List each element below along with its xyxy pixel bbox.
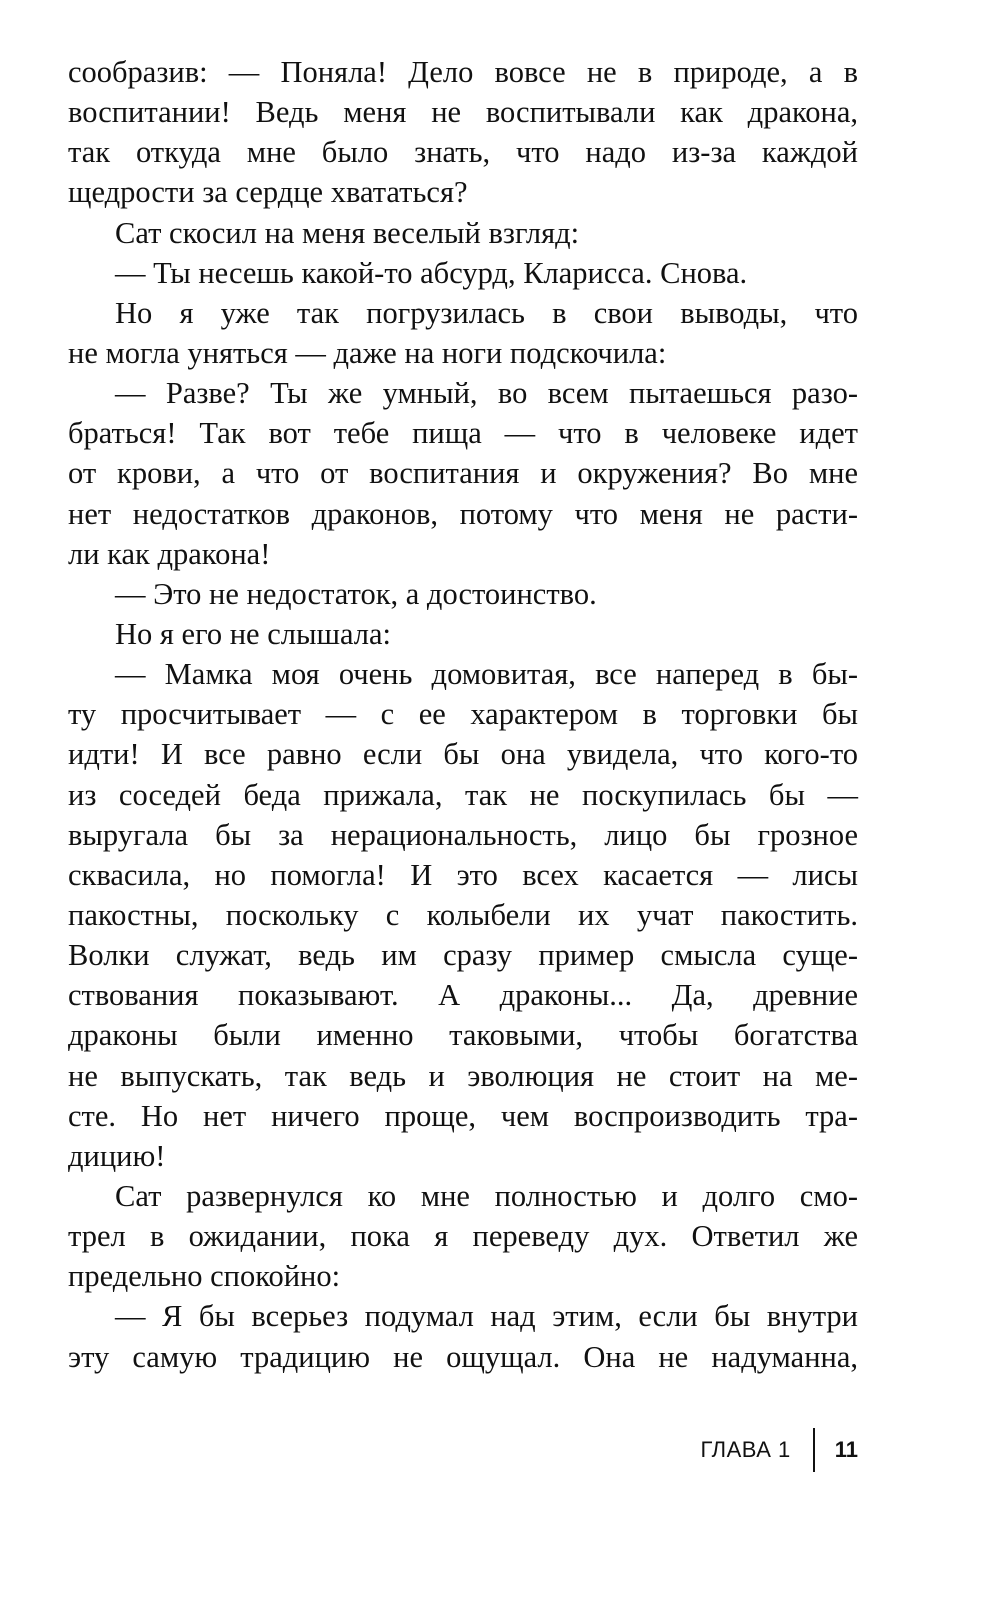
text-line: не могла уняться — даже на ноги подскочила: <box>68 335 667 370</box>
text-line: ли как дракона! <box>68 536 271 571</box>
text-line: выругала бы за нерациональность, лицо бы грозное <box>68 817 858 852</box>
text-line: трел в ожидании, пока я переведу дух. Ответил же <box>68 1219 858 1254</box>
text-line: Сат скосил на меня веселый взгляд: <box>115 215 580 250</box>
text-line: предельно спокойно: <box>68 1259 341 1294</box>
text-line: так откуда мне было знать, что надо из-за каждой <box>68 135 858 170</box>
text-line: — Мамка моя очень домовитая, все наперед в бы- <box>115 657 858 692</box>
text-line: не выпускать, так ведь и эволюция не стоит на ме- <box>68 1058 858 1093</box>
page-footer <box>700 1428 858 1472</box>
text-line: драконы были именно таковыми, чтобы богатства <box>68 1018 858 1053</box>
text-line: — Я бы всерьез подумал над этим, если бы внутри <box>115 1299 858 1334</box>
text-line: дицию! <box>68 1138 166 1173</box>
footer-divider <box>813 1428 815 1472</box>
text-line: ту просчитывает — с ее характером в торговки бы <box>68 697 858 732</box>
page-number: 11 <box>834 1437 858 1462</box>
running-head-chapter: ГЛАВА 1 <box>700 1437 791 1462</box>
text-line: идти! И все равно если бы она увидела, что кого-то <box>68 737 858 772</box>
text-line: эту самую традицию не ощущал. Она не надуманна, <box>68 1339 858 1374</box>
text-line: сте. Но нет ничего проще, чем воспроизводить тра- <box>68 1098 858 1133</box>
text-line: — Ты несешь какой-то абсурд, Кларисса. Снова. <box>115 255 748 290</box>
text-line: браться! Так вот тебе пища — что в человеке идет <box>68 416 858 451</box>
text-line: Но я его не слышала: <box>115 616 391 651</box>
text-line: — Разве? Ты же умный, во всем пытаешься разо- <box>115 376 858 411</box>
text-line: от крови, а что от воспитания и окружения? Во мне <box>68 456 858 491</box>
text-line: — Это не недостаток, а достоинство. <box>115 576 597 611</box>
text-line: Сат развернулся ко мне полностью и долго смо- <box>115 1178 858 1213</box>
text-line: ствования показывают. А драконы... Да, древние <box>68 978 858 1013</box>
text-line: нет недостатков драконов, потому что меня не расти- <box>68 496 858 531</box>
text-line: из соседей беда прижала, так не поскупилась бы — <box>68 777 858 812</box>
text-line: пакостны, поскольку с колыбели их учат пакостить. <box>68 897 858 932</box>
text-line: Волки служат, ведь им сразу пример смысла суще- <box>68 938 858 973</box>
text-line: сквасила, но помогла! И это всех касается — лисы <box>68 857 858 892</box>
text-line: сообразив: — Поняла! Дело вовсе не в природе, а в <box>68 55 858 89</box>
text-line: Но я уже так погрузилась в свои выводы, что <box>115 295 858 330</box>
text-line: воспитании! Ведь меня не воспитывали как дракона, <box>68 95 858 130</box>
text-line: щедрости за сердце хвататься? <box>68 175 468 210</box>
book-page-text <box>68 52 858 1377</box>
